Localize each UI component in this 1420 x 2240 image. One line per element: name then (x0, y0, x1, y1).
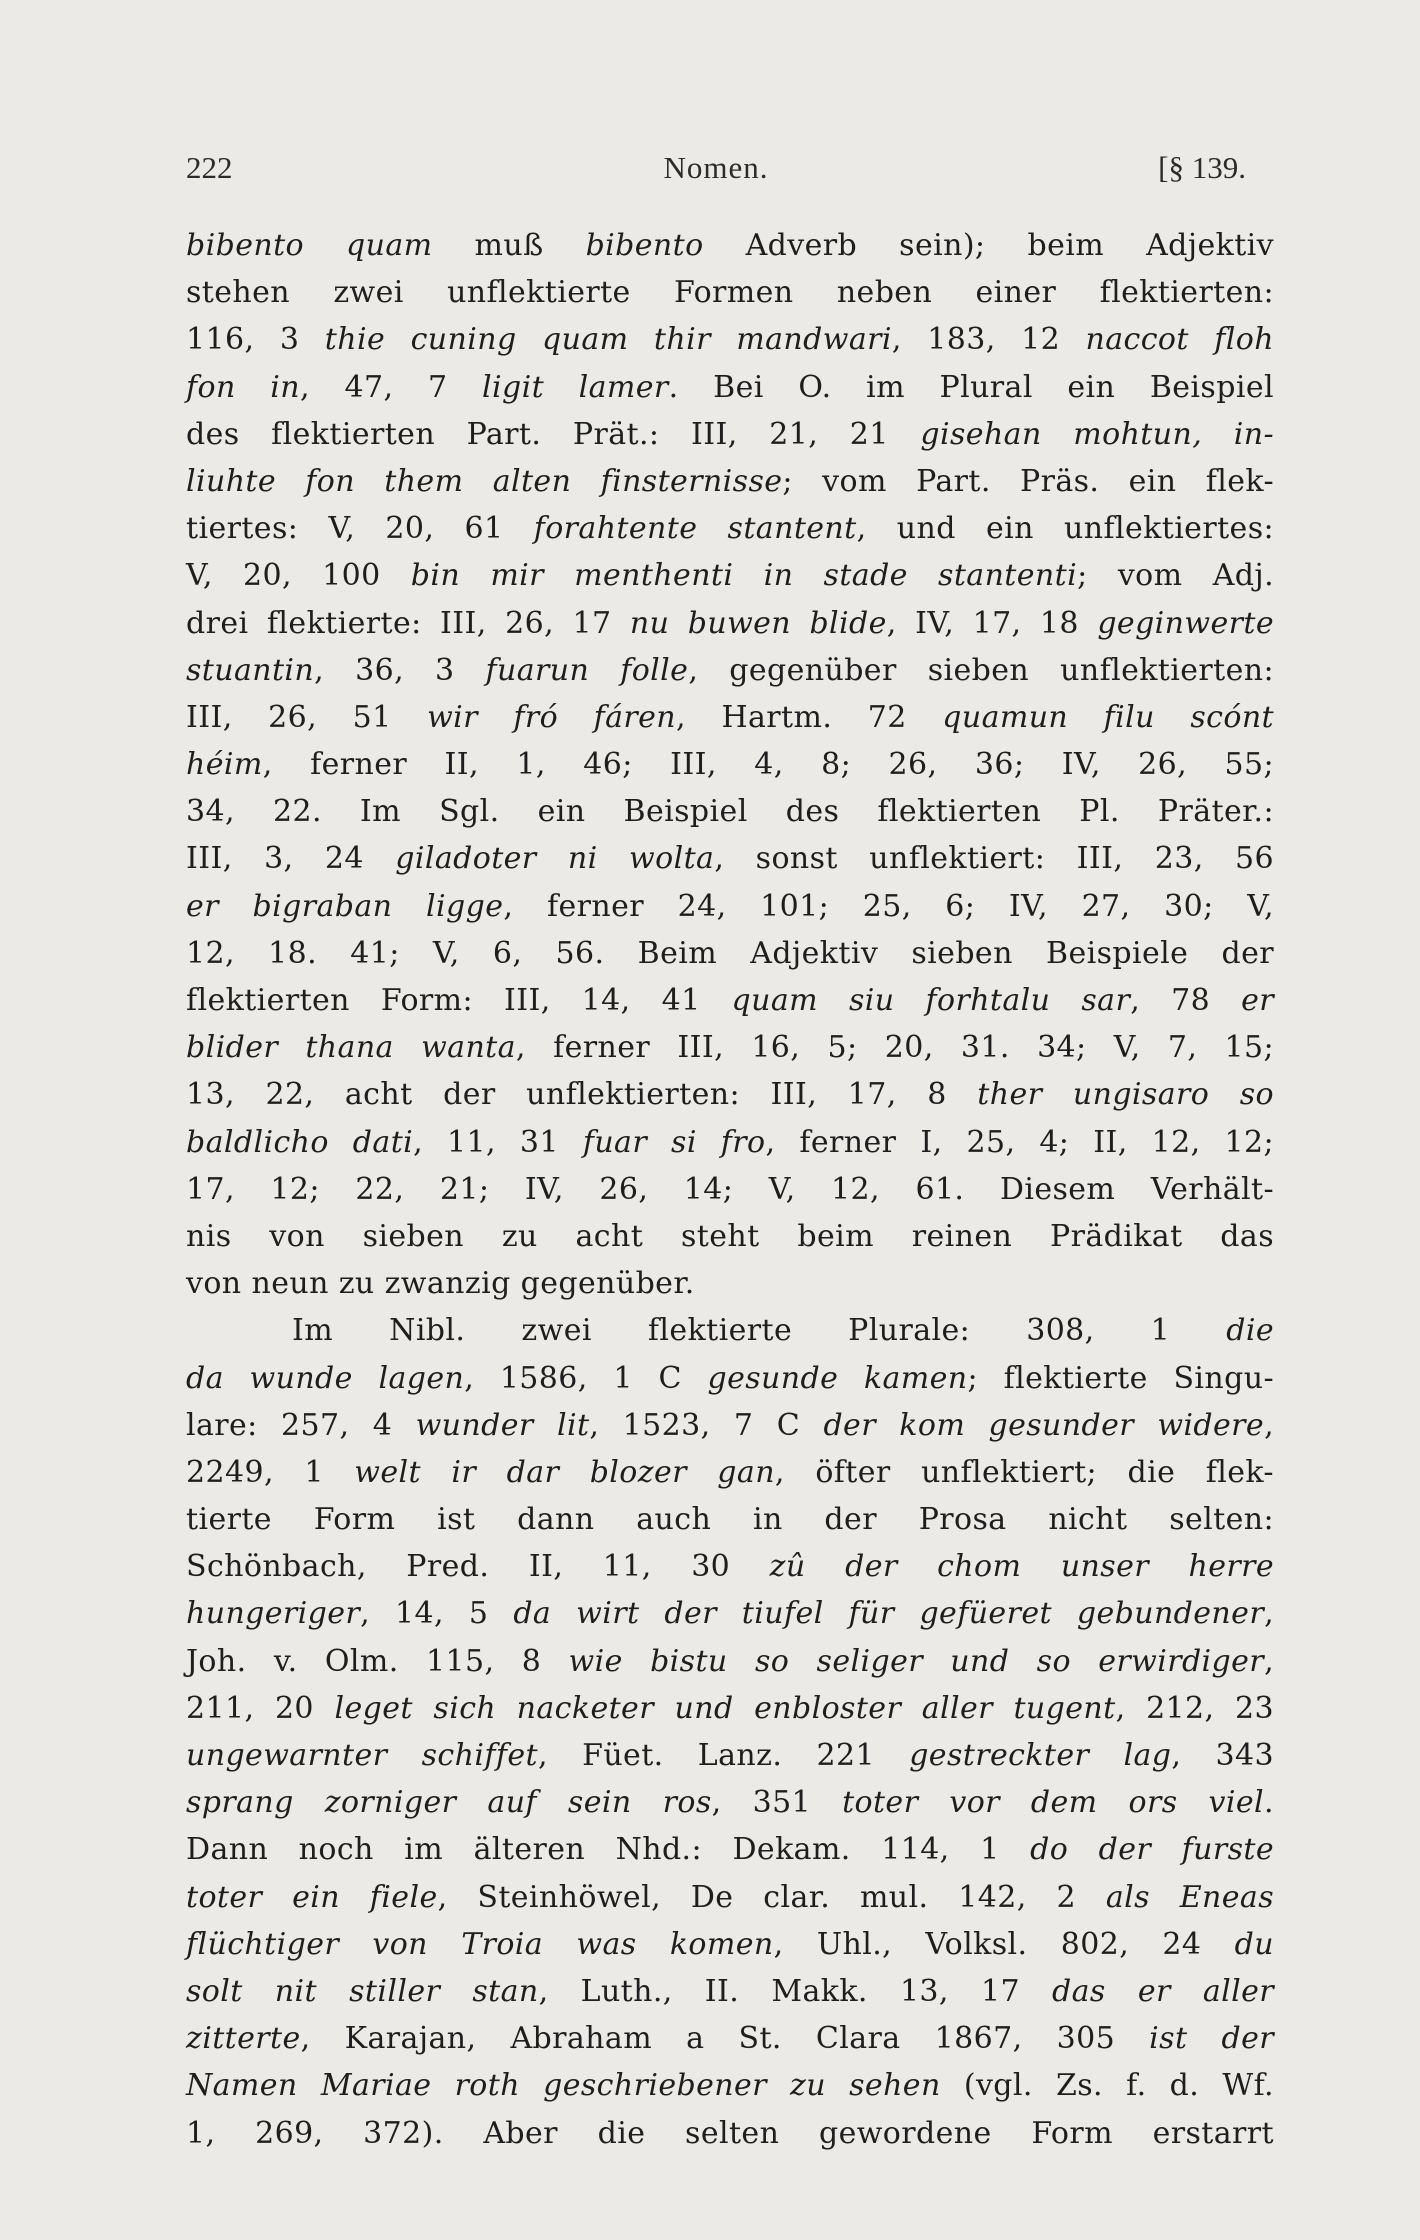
italic-quote: ther ungisaro so (977, 1077, 1275, 1113)
text-run: , 212, 23 (1115, 1690, 1274, 1726)
italic-quote: bin mir menthenti in stade stantenti (410, 558, 1078, 594)
text-run: , 36, 3 (314, 652, 486, 688)
text-run: , Uhl., Volksl. 802, 24 (773, 1926, 1235, 1962)
text-line (186, 1166, 1274, 1213)
text-line (186, 1402, 1274, 1449)
italic-quote: ist der (1149, 2021, 1274, 2057)
text-line (186, 835, 1274, 882)
italic-quote: flüchtiger von Troia was komen (186, 1926, 774, 1962)
italic-quote: gestreckter lag (909, 1738, 1172, 1773)
text-run: , 183, 12 (891, 322, 1086, 358)
text-line (186, 552, 1274, 599)
text-run: ; vom Adj. (1077, 558, 1275, 594)
text-line (186, 1779, 1274, 1826)
text-line (186, 883, 1274, 930)
text-line (186, 1921, 1274, 1968)
text-run: , ferner I, 25, 4; II, 12, 12; (765, 1124, 1274, 1160)
italic-quote: ungewarnter schiffet (186, 1738, 538, 1773)
text-run: lare: 257, 4 (186, 1407, 416, 1443)
italic-quote: zitterte (186, 2021, 301, 2057)
text-line (186, 2015, 1274, 2062)
italic-quote: do der furste (1030, 1832, 1275, 1868)
text-run: 34, 22. Im Sgl. ein Beispiel des flektierten Pl. Präter.: (186, 794, 1274, 830)
text-run: des flektierten Part. Prät.: III, 21, 21 (186, 416, 921, 452)
text-run: Schönbach, Pred. II, 11, 30 (186, 1549, 770, 1585)
text-run: 17, 12; 22, 21; IV, 26, 14; V, 12, 61. Diesem Verhält- (186, 1171, 1274, 1207)
text-line (186, 1071, 1274, 1118)
text-line (186, 505, 1274, 552)
text-line (186, 316, 1274, 363)
text-run: 12, 18. 41; V, 6, 56. Beim Adjektiv sieben Beispiele der (186, 935, 1274, 971)
text-line (186, 741, 1274, 788)
text-run: muß (432, 228, 586, 263)
text-line (186, 788, 1274, 835)
italic-quote: blider thana wanta (186, 1030, 516, 1066)
text-run: 2249, 1 (186, 1454, 355, 1490)
text-run: 211, 20 (186, 1690, 335, 1726)
italic-quote: toter vor dem ors viel (842, 1785, 1265, 1821)
text-run: (vgl. Zs. f. d. Wf. (940, 2068, 1274, 2104)
italic-quote: wunder lit (415, 1407, 590, 1443)
text-run: , IV, 17, 18 (886, 605, 1098, 641)
running-title: Nomen. (663, 150, 769, 185)
italic-quote: nu buwen blide (629, 605, 887, 641)
text-line (186, 647, 1274, 694)
text-line (186, 1590, 1274, 1637)
italic-quote: bibento quam (186, 228, 433, 263)
text-run: , (1264, 1596, 1274, 1632)
text-run: nis von sieben zu acht steht beim reinen Prädikat das (186, 1218, 1274, 1254)
italic-quote: da wirt der tiufel für gefüeret gebundener (513, 1596, 1265, 1632)
text-line (186, 1355, 1274, 1402)
italic-quote: giladoter ni wolta (395, 841, 715, 877)
text-run: , 1523, 7 C (589, 1407, 824, 1443)
italic-quote: welt ir dar blozer gan (354, 1454, 775, 1490)
italic-quote: liuhte fon them alten finsternisse (186, 463, 783, 499)
italic-quote: sprang zorniger auf sein ros (186, 1785, 712, 1821)
text-run: , ferner 24, 101; 25, 6; IV, 27, 30; V, (503, 888, 1274, 924)
italic-quote: baldlicho dati (186, 1124, 414, 1160)
text-run: , ferner III, 16, 5; 20, 31. 34; V, 7, 15; (515, 1030, 1274, 1066)
text-line (186, 364, 1274, 411)
italic-quote: er (1241, 983, 1274, 1018)
italic-quote: er bigraban ligge (186, 888, 504, 924)
text-line (186, 458, 1274, 505)
text-run: . Bei O. im Plural ein Beispiel (668, 369, 1274, 405)
text-line (186, 2110, 1274, 2157)
text-line (186, 411, 1274, 458)
italic-quote: die (1226, 1313, 1274, 1349)
italic-quote: bibento (585, 228, 704, 263)
text-run: stehen zwei unflektierte Formen neben einer flektierten: (186, 275, 1274, 311)
italic-quote: fuar si fro (582, 1124, 766, 1160)
text-line (186, 1119, 1274, 1166)
italic-quote: der kom gesunder widere (823, 1407, 1265, 1443)
text-run: , 11, 31 (413, 1124, 583, 1160)
italic-quote: zû der chom unser herre (769, 1549, 1274, 1585)
italic-quote: solt nit stiller stan (186, 1973, 539, 2009)
italic-quote: quam siu forhtalu sar (731, 983, 1131, 1018)
text-run: , (1264, 1643, 1274, 1679)
italic-quote: geginwerte (1097, 605, 1274, 641)
text-run: , und ein unflektiertes: (856, 511, 1274, 547)
text-run: 1, 269, 372). Aber die selten gewordene Form erstarrt (186, 2115, 1274, 2151)
text-line (186, 222, 1274, 269)
text-run: Dann noch im älteren Nhd.: Dekam. 114, 1 (186, 1832, 1031, 1868)
text-run: , (1264, 1407, 1275, 1443)
text-run: , 1586, 1 C (464, 1360, 708, 1396)
text-line (186, 930, 1274, 977)
text-line (186, 1024, 1274, 1071)
text-line (186, 1638, 1274, 1685)
text-run: Im Nibl. zwei flektierte Plurale: 308, 1 (292, 1313, 1227, 1349)
text-run: flektierten Form: III, 14, 41 (186, 983, 732, 1018)
text-run: , Steinhöwel, De clar. mul. 142, 2 (437, 1879, 1106, 1915)
text-line (186, 1260, 1274, 1307)
text-run: , ferner II, 1, 46; III, 4, 8; 26, 36; IV, 26, 55; (262, 747, 1274, 783)
text-run: , sonst unflektiert: III, 23, 56 (714, 841, 1274, 877)
italic-quote: fuarun folle (485, 652, 689, 688)
text-line (186, 2062, 1274, 2109)
text-line (186, 1826, 1274, 1873)
text-line (186, 1968, 1274, 2015)
body-text (186, 222, 1274, 2157)
text-run: , 78 (1130, 983, 1242, 1018)
text-run: tiertes: V, 20, 61 (186, 511, 534, 547)
text-run: , Füet. Lanz. 221 (537, 1738, 910, 1773)
italic-quote: da wunde lagen (186, 1360, 465, 1396)
text-run: V, 20, 100 (186, 558, 411, 594)
italic-quote: quamun filu scónt (942, 699, 1274, 735)
text-run: tierte Form ist dann auch in der Prosa nicht selten: (186, 1502, 1274, 1538)
text-run: Joh. v. Olm. 115, 8 (186, 1643, 569, 1679)
text-run: 116, 3 (186, 322, 325, 358)
text-line (186, 600, 1274, 647)
text-run: , 343 (1171, 1738, 1274, 1773)
text-line (186, 1732, 1274, 1779)
italic-quote: leget sich nacketer und enbloster aller tugent (334, 1690, 1116, 1726)
italic-quote: stuantin (186, 652, 315, 688)
text-run: , 14, 5 (360, 1596, 514, 1632)
italic-quote: du (1234, 1926, 1274, 1962)
italic-quote: als Eneas (1105, 1879, 1275, 1915)
text-run: , öfter unflektiert; die flek- (774, 1454, 1274, 1490)
italic-quote: ligit lamer (482, 369, 669, 405)
italic-quote: thie cuning quam thir mandwari (324, 322, 892, 358)
text-line (186, 269, 1274, 316)
text-run: 13, 22, acht der unflektierten: III, 17, 8 (186, 1077, 978, 1113)
running-head (186, 150, 1246, 196)
italic-quote: wir fró fáren (427, 699, 677, 735)
text-line (186, 1307, 1274, 1354)
text-line (186, 1449, 1274, 1496)
italic-quote: héim (186, 747, 263, 783)
text-run: , Hartm. 72 (676, 699, 943, 735)
text-line (186, 694, 1274, 741)
italic-quote: naccot floh (1085, 322, 1274, 358)
page-number: 222 (186, 150, 233, 185)
italic-quote: das er aller (1052, 1973, 1275, 2009)
text-run: drei flektierte: III, 26, 17 (186, 605, 630, 641)
text-run: III, 26, 51 (186, 699, 428, 735)
italic-quote: gesunde kamen (707, 1360, 968, 1396)
text-run: , Luth., II. Makk. 13, 17 (538, 1973, 1053, 2009)
text-run: , Karajan, Abraham a St. Clara 1867, 305 (300, 2021, 1150, 2057)
text-run: ; flektierte Singu- (967, 1360, 1274, 1396)
text-line (186, 1543, 1274, 1590)
italic-quote: toter ein fiele (186, 1879, 438, 1915)
text-run: Adverb sein); beim Adjektiv (703, 228, 1275, 263)
italic-quote: forahtente stantent (533, 511, 857, 547)
italic-quote: Namen Mariae roth geschriebener zu sehen (186, 2068, 941, 2104)
italic-quote: gisehan mohtun, in- (920, 416, 1274, 452)
text-line (186, 1685, 1274, 1732)
section-marker: [§ 139. (1158, 150, 1246, 185)
text-line (186, 1874, 1274, 1921)
text-line (186, 1496, 1274, 1543)
italic-quote: wie bistu so seliger und so erwirdiger (568, 1643, 1265, 1679)
text-run: . (1264, 1785, 1274, 1821)
text-run: von neun zu zwanzig gegenüber. (186, 1266, 695, 1302)
text-run: , 351 (711, 1785, 843, 1821)
text-line (186, 977, 1274, 1024)
text-run: ; vom Part. Präs. ein flek- (782, 463, 1274, 499)
text-run: III, 3, 24 (186, 841, 396, 877)
text-run: , gegenüber sieben unflektierten: (688, 652, 1274, 688)
text-run: , 47, 7 (299, 369, 483, 405)
italic-quote: fon in (186, 369, 300, 405)
text-line (186, 1213, 1274, 1260)
italic-quote: hungeriger (186, 1596, 361, 1632)
